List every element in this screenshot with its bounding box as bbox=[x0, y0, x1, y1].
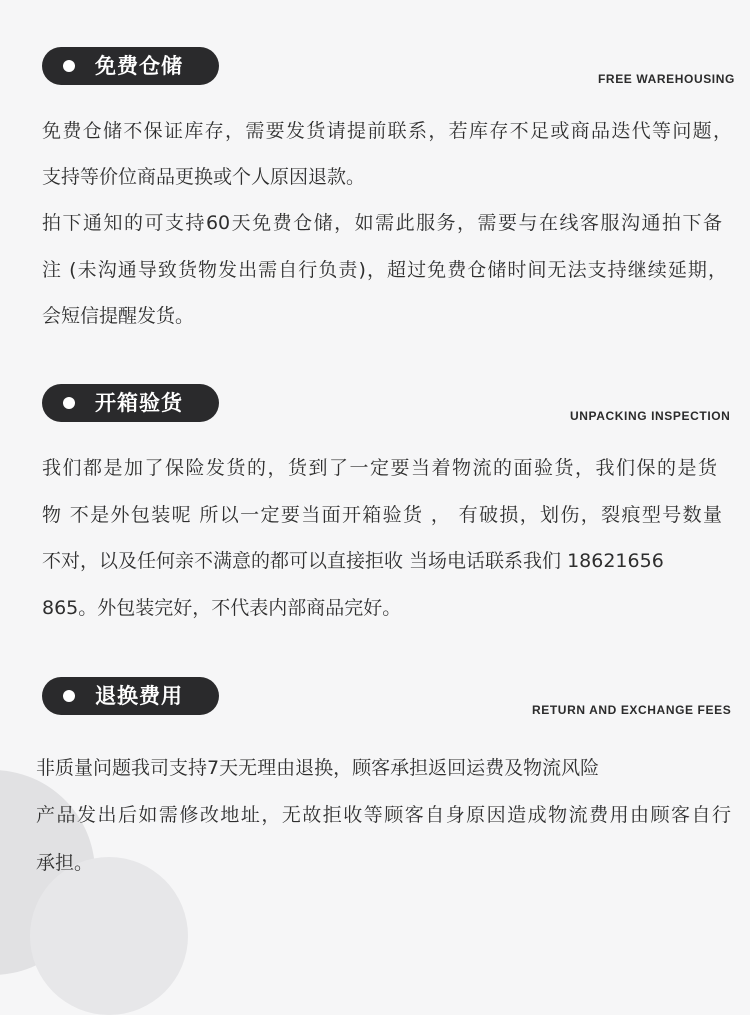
paragraph-line: 865。外包装完好，不代表内部商品完好。 bbox=[42, 597, 402, 619]
paragraph-line: 拍下通知的可支持60天免费仓储，如需此服务，需要与在线客服沟通拍下备 bbox=[42, 212, 722, 234]
paragraph-line: 会短信提醒发货。 bbox=[42, 305, 195, 327]
bullet-dot-icon bbox=[63, 690, 75, 702]
paragraph-line: 非质量问题我司支持7天无理由退换，顾客承担返回运费及物流风险 bbox=[36, 757, 600, 779]
bullet-dot-icon bbox=[63, 60, 75, 72]
bullet-dot-icon bbox=[63, 397, 75, 409]
section-title: 退换费用 bbox=[95, 684, 183, 708]
paragraph-line: 不对，以及任何亲不满意的都可以直接拒收 当场电话联系我们 18621656 bbox=[42, 550, 664, 572]
section-subtitle: UNPACKING INSPECTION bbox=[570, 409, 731, 423]
paragraph-line: 免费仓储不保证库存，需要发货请提前联系，若库存不足或商品迭代等问题， bbox=[42, 120, 732, 142]
paragraph-line: 注 (未沟通导致货物发出需自行负责)，超过免费仓储时间无法支持继续延期， bbox=[42, 259, 727, 281]
paragraph-line: 我们都是加了保险发货的，货到了一定要当着物流的面验货，我们保的是货 bbox=[42, 457, 717, 479]
paragraph-line: 产品发出后如需修改地址，无故拒收等顾客自身原因造成物流费用由顾客自行 bbox=[36, 804, 731, 826]
section-title: 开箱验货 bbox=[95, 391, 183, 415]
section-title-badge bbox=[42, 384, 219, 422]
section-title-badge bbox=[42, 677, 219, 715]
section-subtitle: RETURN AND EXCHANGE FEES bbox=[532, 703, 732, 717]
section-title-badge bbox=[42, 47, 219, 85]
paragraph-line: 物 不是外包装呢 所以一定要当面开箱验货 ， 有破损，划伤，裂痕型号数量 bbox=[42, 504, 722, 526]
paragraph-line: 支持等价位商品更换或个人原因退款。 bbox=[42, 166, 366, 188]
decorative-circle bbox=[30, 857, 188, 1015]
section-title: 免费仓储 bbox=[95, 54, 183, 78]
paragraph-line: 承担。 bbox=[36, 852, 94, 874]
section-subtitle: FREE WAREHOUSING bbox=[598, 72, 735, 86]
